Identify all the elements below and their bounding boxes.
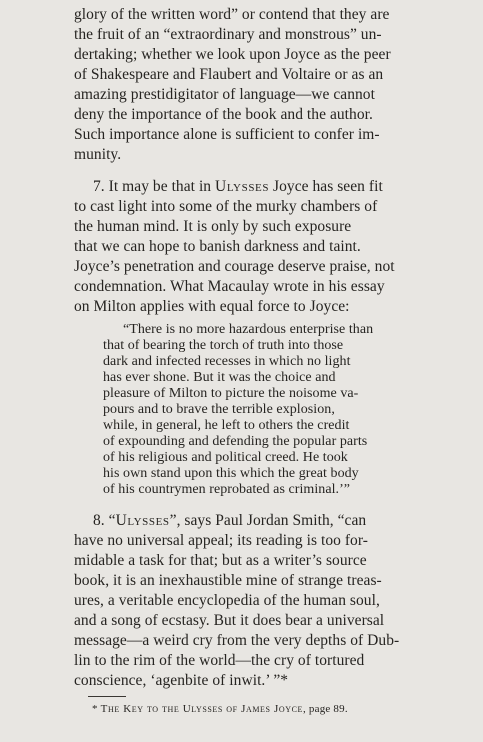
- paragraph-8-first-line: [93, 512, 366, 530]
- text-line: that we can hope to banish darkness and taint.: [74, 238, 361, 255]
- text-run: ”, says Paul Jordan Smith, “can: [169, 512, 367, 529]
- quote-line: while, in general, he left to others the credit: [103, 418, 350, 433]
- footnote-book-title: The Key to the Ulysses of James Joyce: [100, 703, 304, 715]
- quote-line: “There is no more hazardous enterprise than: [123, 322, 374, 337]
- quote-line: pleasure of Milton to picture the noisome va-: [103, 386, 359, 401]
- text-line: lin to the rim of the world—the cry of tortured: [74, 652, 365, 669]
- text-line: of Shakespeare and Flaubert and Voltaire or as an: [74, 66, 384, 83]
- text-run: Joyce has seen fit: [273, 178, 383, 195]
- footnote-page: , page 89.: [303, 703, 348, 715]
- text-line: have no universal appeal; its reading is too for-: [74, 532, 368, 549]
- quote-line: of his religious and political creed. He took: [103, 450, 348, 465]
- text-line: amazing prestidigitator of language—we cannot: [74, 86, 375, 103]
- book-title-ulysses: Ulysses: [215, 178, 270, 195]
- quote-line: pours and to brave the terrible explosion,: [103, 402, 335, 417]
- text-line: conscience, ‘agenbite of inwit.’ ”*: [74, 672, 289, 689]
- paragraph-7-first-line: [93, 178, 383, 196]
- quote-line: of his countrymen reprobated as criminal.’”: [103, 482, 351, 497]
- text-line: dertaking; whether we look upon Joyce as the peer: [74, 46, 391, 63]
- text-line: glory of the written word” or contend that they are: [74, 6, 390, 23]
- quote-line: of expounding and defending the popular parts: [103, 434, 368, 449]
- open-quote: “: [108, 512, 116, 529]
- paragraph-number: 7.: [93, 178, 105, 195]
- quote-line: dark and infected recesses in which no light: [103, 354, 351, 369]
- text-line: and a song of ecstasy. But it does bear a universal: [74, 612, 385, 629]
- text-run: It may be that in: [108, 178, 212, 195]
- quote-line: that of bearing the torch of truth into those: [103, 338, 344, 353]
- text-line: message—a weird cry from the very depths of Dub-: [74, 632, 400, 649]
- text-line: book, it is an inexhaustible mine of strange treas-: [74, 572, 382, 589]
- text-line: deny the importance of the book and the author.: [74, 106, 373, 123]
- text-line: midable a task for that; but as a writer’s source: [74, 552, 367, 569]
- footnote-rule: [88, 696, 126, 697]
- text-line: the fruit of an “extraordinary and monstrous” un-: [74, 26, 382, 43]
- text-line: condemnation. What Macaulay wrote in his essay: [74, 278, 385, 295]
- book-title-ulysses: Ulysses: [115, 512, 170, 529]
- text-line: to cast light into some of the murky chambers of: [74, 198, 378, 215]
- text-line: on Milton applies with equal force to Joyce:: [74, 298, 350, 315]
- text-line: Joyce’s penetration and courage deserve praise, not: [74, 258, 395, 275]
- quote-line: his own stand upon this which the great body: [103, 466, 359, 481]
- quote-line: has ever shone. But it was the choice and: [103, 370, 336, 385]
- text-line: ures, a veritable encyclopedia of the human soul,: [74, 592, 380, 609]
- text-line: munity.: [74, 146, 122, 163]
- text-line: Such importance alone is sufficient to confer im-: [74, 126, 380, 143]
- text-line: the human mind. It is only by such exposure: [74, 218, 352, 235]
- footnote-marker: *: [92, 703, 98, 715]
- paragraph-number: 8.: [93, 512, 105, 529]
- footnote: [92, 702, 348, 716]
